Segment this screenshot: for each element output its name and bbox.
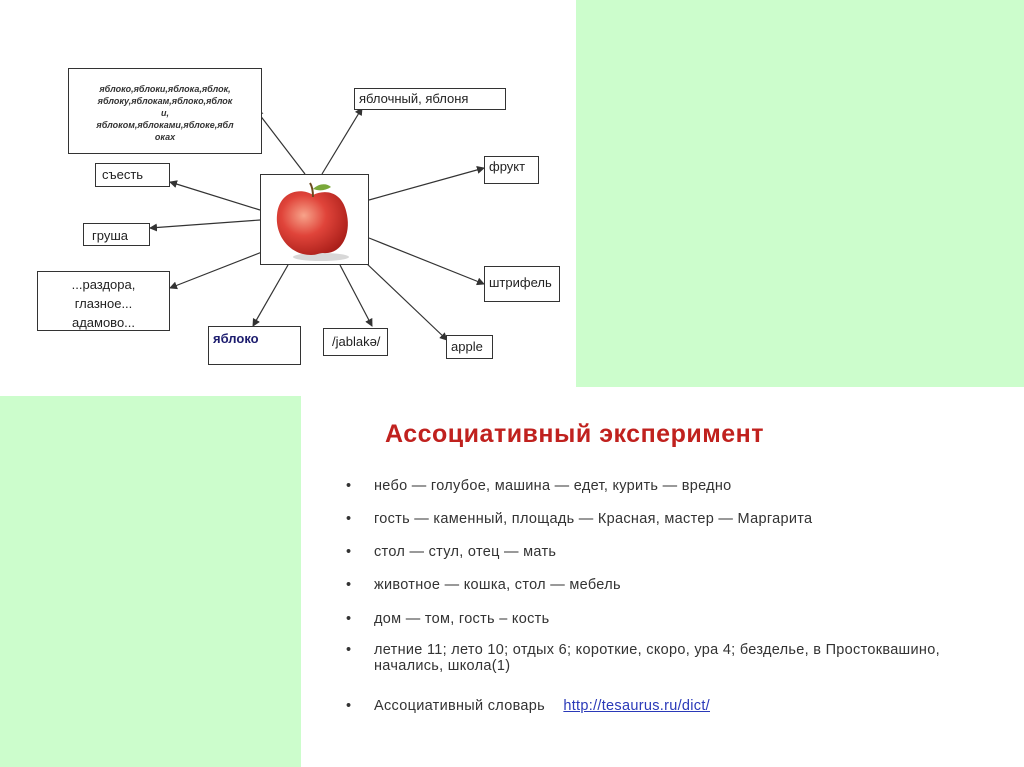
- forms-line: и,: [161, 108, 169, 118]
- eat-label: съесть: [102, 167, 144, 182]
- apple-image-frame: [260, 174, 369, 265]
- arrow-adjective: [322, 108, 362, 174]
- list-item: [340, 611, 990, 627]
- transcription-label: /jablakə/: [332, 334, 381, 349]
- apple-icon: [261, 175, 368, 264]
- adjective-label: яблочный, яблоня: [359, 91, 469, 106]
- phrases-box: [37, 271, 170, 331]
- list-item-text: стол — стул, отец — мать: [374, 544, 557, 560]
- list-item-text: летние 11; лето 10; отдых 6; короткие, скоро, ура 4; безделье, в Простоквашино, начались, школа(1): [374, 642, 940, 674]
- english-box: [446, 335, 493, 359]
- green-panel-right: [576, 0, 1024, 387]
- arrow-word: [253, 265, 288, 326]
- pear-label: груша: [92, 228, 128, 243]
- arrow-transcription: [340, 265, 372, 326]
- english-label: apple: [451, 339, 483, 354]
- fruit-box: [484, 156, 539, 184]
- green-panel-left: [0, 396, 301, 767]
- association-list: [340, 478, 990, 714]
- arrow-pear: [150, 220, 260, 228]
- forms-line: яблоку,яблокам,яблоко,яблок: [97, 96, 233, 106]
- list-item: [340, 577, 990, 593]
- dictionary-link[interactable]: http://tesaurus.ru/dict/: [563, 698, 710, 714]
- list-item: [340, 478, 990, 494]
- adjective-box: [354, 88, 506, 110]
- arrow-phrases: [170, 252, 262, 288]
- phrase-line: ...раздора,: [71, 277, 136, 292]
- variety-label: штрифель: [489, 275, 552, 290]
- section-title: Ассоциативный эксперимент: [385, 420, 764, 448]
- fruit-label: фрукт: [489, 159, 526, 174]
- list-item: [340, 642, 990, 674]
- pear-box: [83, 223, 150, 246]
- arrow-variety: [369, 238, 484, 284]
- forms-line: яблоком,яблоками,яблоке,ябл: [96, 120, 234, 130]
- word-label: яблоко: [213, 331, 259, 346]
- eat-box: [95, 163, 170, 187]
- list-item-text: небо — голубое, машина — едет, курить — вредно: [374, 478, 732, 494]
- arrow-forms: [256, 110, 305, 174]
- arrow-fruit: [369, 168, 484, 200]
- forms-line: оках: [154, 132, 176, 142]
- forms-line: яблоко,яблоки,яблока,яблок,: [99, 84, 231, 94]
- forms-box: [68, 68, 262, 154]
- word-box: [208, 326, 301, 365]
- transcription-box: [323, 328, 388, 356]
- list-item: [340, 544, 990, 560]
- list-item: [340, 698, 990, 714]
- dictionary-label: Ассоциативный словарь: [374, 698, 546, 714]
- arrow-eat: [170, 182, 260, 210]
- list-item-text: гость — каменный, площадь — Красная, мастер — Маргарита: [374, 511, 813, 527]
- phrase-line: адамово...: [71, 315, 136, 330]
- phrase-line: глазное...: [74, 296, 133, 311]
- variety-box: [484, 266, 560, 302]
- list-item-text: животное — кошка, стол — мебель: [374, 577, 621, 593]
- list-item-text: дом — том, гость – кость: [374, 611, 550, 627]
- list-item: [340, 511, 990, 527]
